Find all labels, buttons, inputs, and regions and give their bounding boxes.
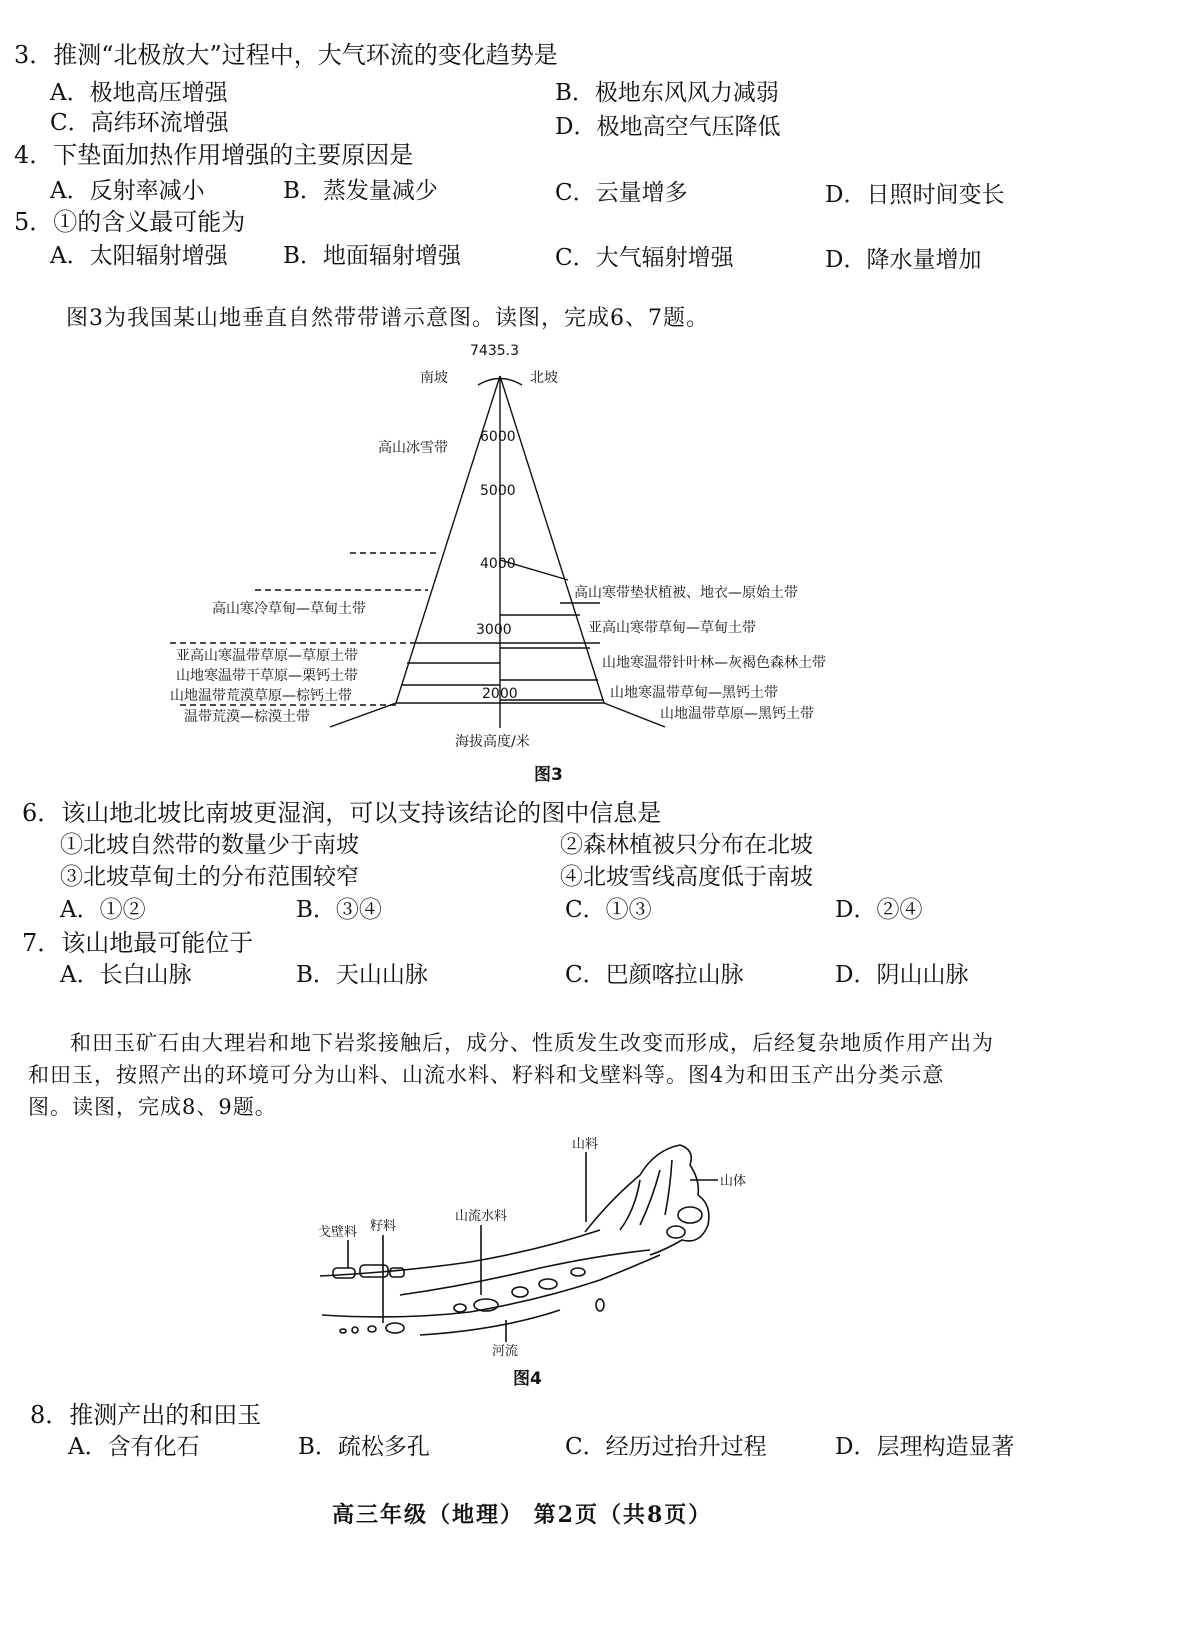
label-gobi-material: 戈壁料 (318, 1225, 358, 1240)
band-alpine-ice-snow: 高山冰雪带 (378, 440, 448, 456)
south-slope-label: 南坡 (420, 370, 448, 386)
peak-elevation-label: 7435.3 (470, 343, 519, 359)
band-north-cushion-plants: 高山寒带垫状植被、地衣—原始土带 (574, 585, 798, 601)
band-south-dry-steppe: 山地寒温带干草原—栗钙土带 (176, 668, 358, 684)
altitude-label-4000: 4000 (480, 556, 516, 572)
seed-stone (386, 1323, 404, 1333)
intro-figure-4-line-3: 图。读图，完成8、9题。 (28, 1095, 277, 1119)
band-south-desert: 温带荒漠—棕漠土带 (184, 709, 310, 725)
question-4-option-b: B．蒸发量减少 (283, 178, 438, 204)
question-5-option-b: B．地面辐射增强 (283, 243, 461, 269)
question-3-option-d: D．极地高空气压降低 (555, 114, 781, 140)
peak-arc (478, 379, 522, 386)
question-7-option-a: A．长白山脉 (60, 962, 192, 988)
altitude-label-5000: 5000 (480, 483, 516, 499)
mountain-south-slope-line (396, 376, 500, 703)
altitude-axis-title: 海拔高度/米 (455, 734, 530, 750)
question-3-option-c: C．高纬环流增强 (50, 110, 229, 136)
band-south-alpine-meadow: 高山寒冷草甸—草甸土带 (212, 601, 366, 617)
label-stream-material: 山流水料 (455, 1209, 508, 1224)
question-3-option-b: B．极地东风风力减弱 (555, 80, 779, 106)
question-6-option-b: B．③④ (296, 897, 382, 923)
question-6-statement-2: ②森林植被只分布在北坡 (560, 832, 813, 858)
question-6-statement-3: ③北坡草甸土的分布范围较窄 (60, 864, 359, 890)
question-6-option-a: A．①② (60, 897, 146, 923)
altitude-label-6000: 6000 (480, 429, 516, 445)
figure-3-caption: 图3 (534, 765, 563, 785)
label-mountain-material: 山料 (572, 1137, 599, 1152)
band-north-coniferous-forest: 山地寒温带针叶林—灰褐色森林土带 (602, 655, 826, 671)
question-8-option-b: B．疏松多孔 (298, 1434, 430, 1460)
question-6-option-c: C．①③ (565, 897, 652, 923)
gobi-stone (333, 1268, 355, 1278)
band-south-subalpine-steppe: 亚高山寒温带草原—草原土带 (176, 648, 358, 664)
question-6-statement-4: ④北坡雪线高度低于南坡 (560, 864, 813, 890)
question-4-option-d: D．日照时间变长 (825, 182, 1005, 208)
band-north-subalpine-meadow: 亚高山寒带草甸—草甸土带 (588, 620, 756, 636)
river-upper-edge (400, 1250, 650, 1295)
question-8-option-c: C．经历过抬升过程 (565, 1434, 767, 1460)
question-5-option-a: A．太阳辐射增强 (50, 243, 228, 269)
question-4-stem: 4．下垫面加热作用增强的主要原因是 (14, 141, 414, 169)
question-6-statement-1: ①北坡自然带的数量少于南坡 (60, 832, 359, 858)
figure-4-caption: 图4 (513, 1369, 542, 1389)
north-snowline (500, 560, 568, 580)
river-lower-edge (322, 1255, 660, 1317)
question-7-option-c: C．巴颜喀拉山脉 (565, 962, 744, 988)
question-5-option-d: D．降水量增加 (825, 247, 982, 273)
mountain-north-slope-line (500, 376, 604, 703)
intro-figure-4-line-2: 和田玉，按照产出的环境可分为山料、山流水料、籽料和戈壁料等。图4为和田玉产出分类示意 (28, 1063, 945, 1087)
question-3-stem: 3．推测“北极放大”过程中，大气环流的变化趋势是 (14, 41, 558, 69)
question-7-option-d: D．阴山山脉 (835, 962, 969, 988)
intro-figure-3: 图3为我国某山地垂直自然带带谱示意图。读图，完成6、7题。 (66, 306, 709, 331)
band-south-desert-steppe: 山地温带荒漠草原—棕钙土带 (170, 688, 352, 704)
label-seed-material: 籽料 (370, 1219, 397, 1234)
question-7-stem: 7．该山地最可能位于 (22, 929, 254, 957)
question-4-option-c: C．云量增多 (555, 180, 688, 206)
altitude-label-2000: 2000 (482, 686, 518, 702)
label-mountain-body: 山体 (720, 1174, 747, 1189)
question-5-stem: 5．①的含义最可能为 (14, 208, 246, 236)
south-base-line (330, 703, 396, 727)
north-base-line (604, 703, 665, 727)
question-8-option-d: D．层理构造显著 (835, 1434, 1015, 1460)
question-3-option-a: A．极地高压增强 (50, 80, 228, 106)
question-6-stem: 6．该山地北坡比南坡更湿润，可以支持该结论的图中信息是 (22, 799, 662, 827)
band-north-steppe-chernozem: 山地温带草原—黑钙土带 (660, 706, 814, 722)
page-footer: 高三年级（地理） 第2页（共8页） (332, 1502, 713, 1528)
altitude-label-3000: 3000 (476, 622, 512, 638)
band-north-meadow-chernozem: 山地寒温带草甸—黑钙土带 (610, 685, 778, 701)
mountain-stream-stone (474, 1299, 498, 1311)
question-8-option-a: A．含有化石 (68, 1434, 200, 1460)
label-river: 河流 (492, 1344, 519, 1359)
north-slope-label: 北坡 (530, 370, 558, 386)
question-8-stem: 8．推测产出的和田玉 (30, 1401, 262, 1429)
question-5-option-c: C．大气辐射增强 (555, 245, 734, 271)
question-4-option-a: A．反射率减小 (50, 178, 205, 204)
intro-figure-4-line-1: 和田玉矿石由大理岩和地下岩浆接触后，成分、性质发生改变而形成，后经复杂地质作用产出为 (70, 1031, 994, 1055)
mountain-body-outline (585, 1145, 709, 1255)
upper-bank-line (320, 1230, 600, 1276)
question-6-option-d: D．②④ (835, 897, 923, 923)
question-7-option-b: B．天山山脉 (296, 962, 428, 988)
